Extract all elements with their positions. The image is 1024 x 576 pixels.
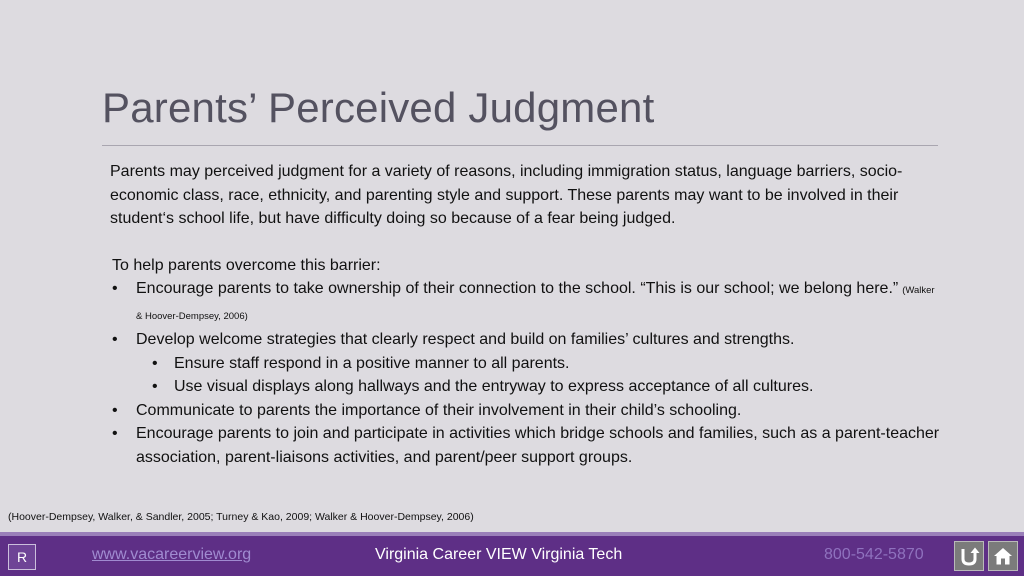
- slide-body: [110, 160, 940, 469]
- phone-number: 800-542-5870: [824, 546, 924, 563]
- intro-paragraph: Parents may perceived judgment for a variety of reasons, including immigration status, language barriers, socio-economic class, race, ethnicity, and parenting style and support. These parents may want to be involved in their student‘s school life, but have difficulty doing so because of a fear being judged.: [110, 163, 903, 227]
- list-item-text: Encourage parents to join and participate in activities which bridge schools and families, such as a parent-teacher association, parent-liaisons activities, and parent/peer support groups.: [136, 425, 940, 466]
- bullet-icon: •: [112, 425, 118, 442]
- references: (Hoover-Dempsey, Walker, & Sandler, 2005; Turney & Kao, 2009; Walker & Hoover-Dempsey, 2006): [8, 511, 474, 523]
- sub-list-item: [110, 375, 940, 399]
- citation: (Walker & Hoover-Dempsey, 2006): [136, 285, 935, 322]
- bullet-list: [110, 277, 940, 469]
- r-badge: R: [8, 544, 36, 570]
- bullet-icon: •: [112, 331, 118, 348]
- footer-bar: [0, 536, 1024, 576]
- list-item: [110, 328, 940, 352]
- home-icon: [992, 545, 1014, 567]
- list-item-text: Encourage parents to take ownership of their connection to the school. “This is our school; we belong here.”: [136, 280, 899, 297]
- list-item: [110, 277, 940, 328]
- bullet-icon: •: [112, 401, 118, 419]
- list-item-text: Ensure staff respond in a positive manner to all parents.: [174, 354, 570, 372]
- list-item: [110, 422, 940, 469]
- list-item-text: Use visual displays along hallways and the entryway to express acceptance of all cultures.: [174, 378, 814, 395]
- list-intro: To help parents overcome this barrier:: [112, 256, 381, 274]
- return-arrow-icon: [958, 545, 980, 567]
- organization-name: Virginia Career VIEW Virginia Tech: [375, 546, 623, 563]
- home-button[interactable]: [988, 541, 1018, 571]
- back-button[interactable]: [954, 541, 984, 571]
- sub-list-item: [110, 352, 940, 376]
- list-item: [110, 399, 940, 423]
- bullet-icon: •: [152, 378, 158, 395]
- website-link[interactable]: www.vacareerview.org: [92, 546, 252, 563]
- slide-title: Parents’ Perceived Judgment: [102, 84, 655, 131]
- list-item-text: Develop welcome strategies that clearly respect and build on families’ cultures and strengths.: [136, 331, 795, 348]
- list-item-text: Communicate to parents the importance of their involvement in their child’s schooling.: [136, 401, 742, 419]
- title-divider: [102, 145, 938, 146]
- bullet-icon: •: [112, 280, 118, 297]
- bullet-icon: •: [152, 354, 158, 372]
